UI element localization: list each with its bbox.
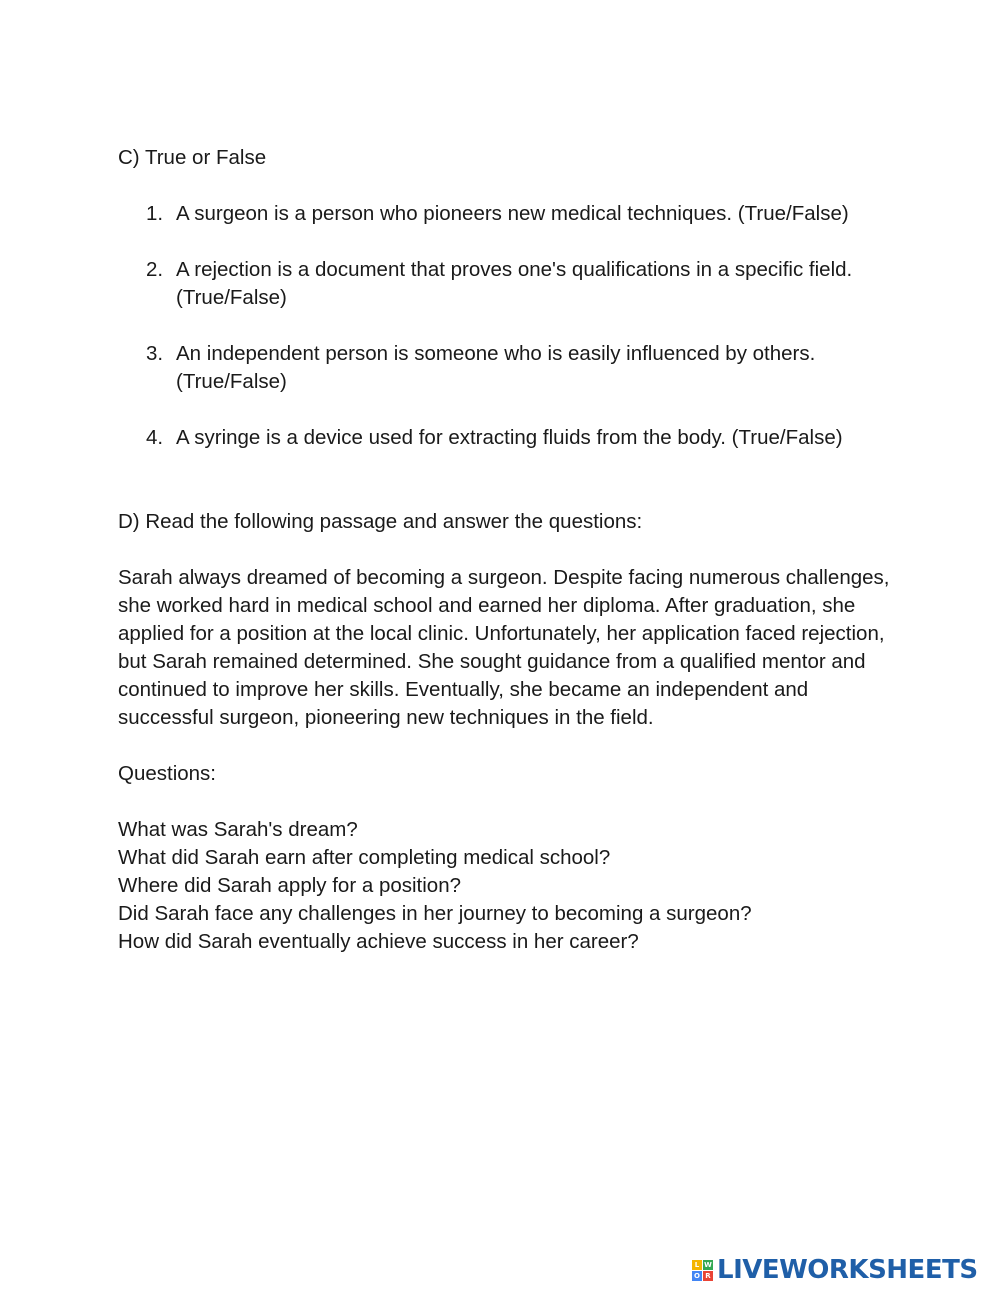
worksheet-page (118, 144, 898, 956)
question-item: What was Sarah's dream? (118, 818, 358, 841)
questions-list (118, 816, 898, 956)
section-c-heading: C) True or False (118, 146, 267, 169)
list-item (146, 424, 898, 452)
item-text: A syringe is a device used for extracting fluids from the body. (True/False) (176, 426, 843, 449)
item-number: 3. (146, 342, 164, 365)
logo-mark-square: O (692, 1271, 702, 1281)
question-item: Did Sarah face any challenges in her journey to becoming a surgeon? (118, 902, 752, 925)
reading-passage: Sarah always dreamed of becoming a surgeon. Despite facing numerous challenges, she worked hard in medical school and earned her diploma. After graduation, she applied for a position at the local clinic. Unfortunately, her application faced rejection, but Sarah remained determined. She sought guidance from a qualified mentor and continued to improve her skills. Eventually, she became an independent and successful surgeon, pioneering new techniques in the field. (118, 566, 890, 729)
logo-text: LIVEWORKSHEETS (717, 1255, 978, 1285)
question-item: Where did Sarah apply for a position? (118, 874, 462, 897)
question-item: What did Sarah earn after completing medical school? (118, 846, 611, 869)
item-number: 4. (146, 426, 164, 449)
true-false-list (118, 200, 898, 452)
question-item: How did Sarah eventually achieve success in her career? (118, 930, 639, 953)
list-item (146, 200, 898, 228)
item-number: 2. (146, 258, 164, 281)
section-d (118, 508, 898, 956)
logo-mark-square: L (692, 1260, 702, 1270)
item-text: A surgeon is a person who pioneers new medical techniques. (True/False) (176, 202, 849, 225)
list-item (146, 340, 898, 396)
item-text: A rejection is a document that proves one's qualifications in a specific field. (True/False) (176, 258, 853, 309)
liveworksheets-logo (692, 1256, 978, 1284)
logo-mark-icon (692, 1260, 713, 1281)
logo-mark-square: W (704, 1260, 712, 1269)
logo-mark-square: R (703, 1271, 713, 1281)
item-number: 1. (146, 202, 164, 225)
list-item (146, 256, 898, 312)
questions-heading: Questions: (118, 762, 216, 785)
item-text: An independent person is someone who is easily influenced by others. (True/False) (176, 342, 816, 393)
section-d-heading: D) Read the following passage and answer the questions: (118, 510, 643, 533)
